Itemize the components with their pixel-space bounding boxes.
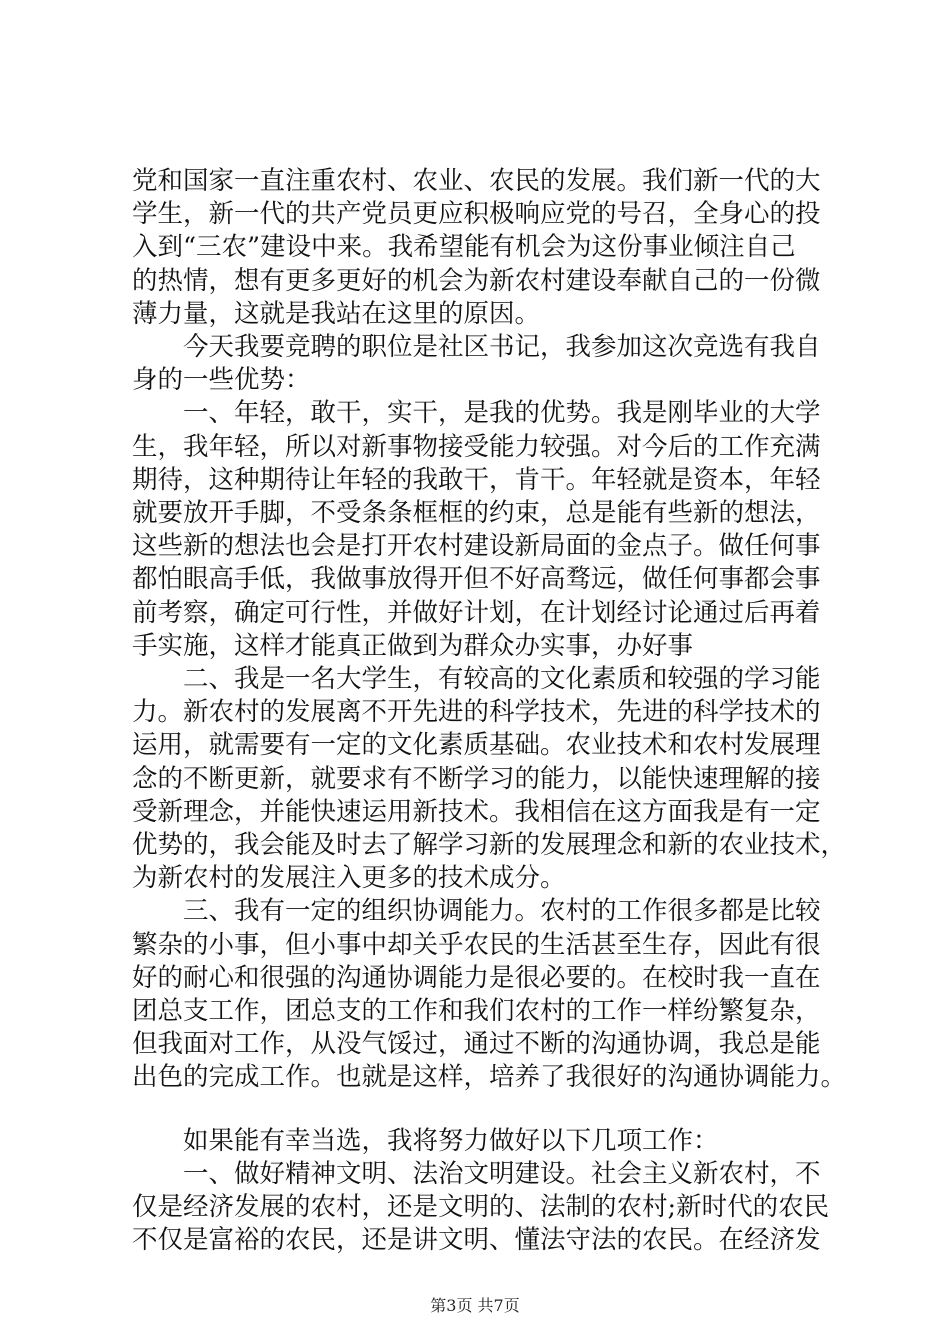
text-line: 为新农村的发展注入更多的技术成分。 — [132, 863, 566, 894]
text-line: 身的一些优势： — [132, 365, 311, 396]
text-line: 手实施，这样才能真正做到为群众办实事，办好事 — [132, 630, 694, 661]
text-line: 仅是经济发展的农村，还是文明的、法制的农村;新时代的农民 — [132, 1192, 830, 1222]
text-line: 受新理念，并能快速运用新技术。我相信在这方面我是有一定 — [132, 796, 821, 827]
text-line: 优势的，我会能及时去了解学习新的发展理念和新的农业技术， — [132, 830, 847, 860]
text-line: 力。新农村的发展离不开先进的科学技术，先进的科学技术的 — [132, 697, 821, 728]
text-line: 生，我年轻，所以对新事物接受能力较强。对今后的工作充满 — [132, 431, 821, 462]
text-line: 好的耐心和很强的沟通协调能力是很必要的。在校时我一直在 — [132, 962, 821, 993]
text-line: 不仅是富裕的农民，还是讲文明、懂法守法的农民。在经济发 — [132, 1225, 821, 1256]
text-line: 三、我有一定的组织协调能力。农村的工作很多都是比较 — [183, 896, 821, 927]
text-line: 前考察，确定可行性，并做好计划，在计划经讨论通过后再着 — [132, 597, 821, 628]
text-line: 二、我是一名大学生，有较高的文化素质和较强的学习能 — [183, 664, 821, 694]
text-line: 这些新的想法也会是打开农村建设新局面的金点子。做任何事 — [132, 531, 821, 562]
text-line: 都怕眼高手低，我做事放得开但不好高骛远，做任何事都会事 — [132, 564, 821, 595]
text-line: 运用，就需要有一定的文化素质基础。农业技术和农村发展理 — [132, 730, 821, 761]
text-line: 如果能有幸当选，我将努力做好以下几项工作： — [183, 1125, 719, 1156]
text-line: 党和国家一直注重农村、农业、农民的发展。我们新一代的大 — [132, 166, 821, 196]
text-line: 一、做好精神文明、法治文明建设。社会主义新农村，不 — [183, 1158, 821, 1189]
text-line: 就要放开手脚，不受条条框框的约束，总是能有些新的想法， — [132, 498, 821, 528]
text-line: 念的不断更新，就要求有不断学习的能力，以能快速理解的接 — [132, 763, 821, 794]
text-line: 学生，新一代的共产党员更应积极响应党的号召，全身心的投 — [132, 199, 821, 230]
text-line: 薄力量，这就是我站在这里的原因。 — [132, 298, 541, 329]
text-line: 但我面对工作，从没气馁过，通过不断的沟通协调，我总是能 — [132, 1029, 821, 1060]
text-line: 今天我要竞聘的职位是社区书记，我参加这次竞选有我自 — [183, 332, 821, 362]
text-line: 繁杂的小事，但小事中却关乎农民的生活甚至生存，因此有很 — [132, 929, 821, 960]
text-line: 团总支工作，团总支的工作和我们农村的工作一样纷繁复杂， — [132, 996, 821, 1026]
text-line: 期待，这种期待让年轻的我敢干，肯干。年轻就是资本，年轻 — [132, 464, 821, 495]
text-line: 入到“三农”建设中来。我希望能有机会为这份事业倾注自己 — [132, 232, 796, 263]
text-line: 一、年轻，敢干，实干，是我的优势。我是刚毕业的大学 — [183, 398, 821, 429]
text-line: 的热情，想有更多更好的机会为新农村建设奉献自己的一份微 — [132, 265, 821, 296]
text-line: 出色的完成工作。也就是这样，培养了我很好的沟通协调能力。 — [132, 1062, 847, 1093]
page-number-footer: 第3页 共7页 — [430, 1296, 520, 1315]
